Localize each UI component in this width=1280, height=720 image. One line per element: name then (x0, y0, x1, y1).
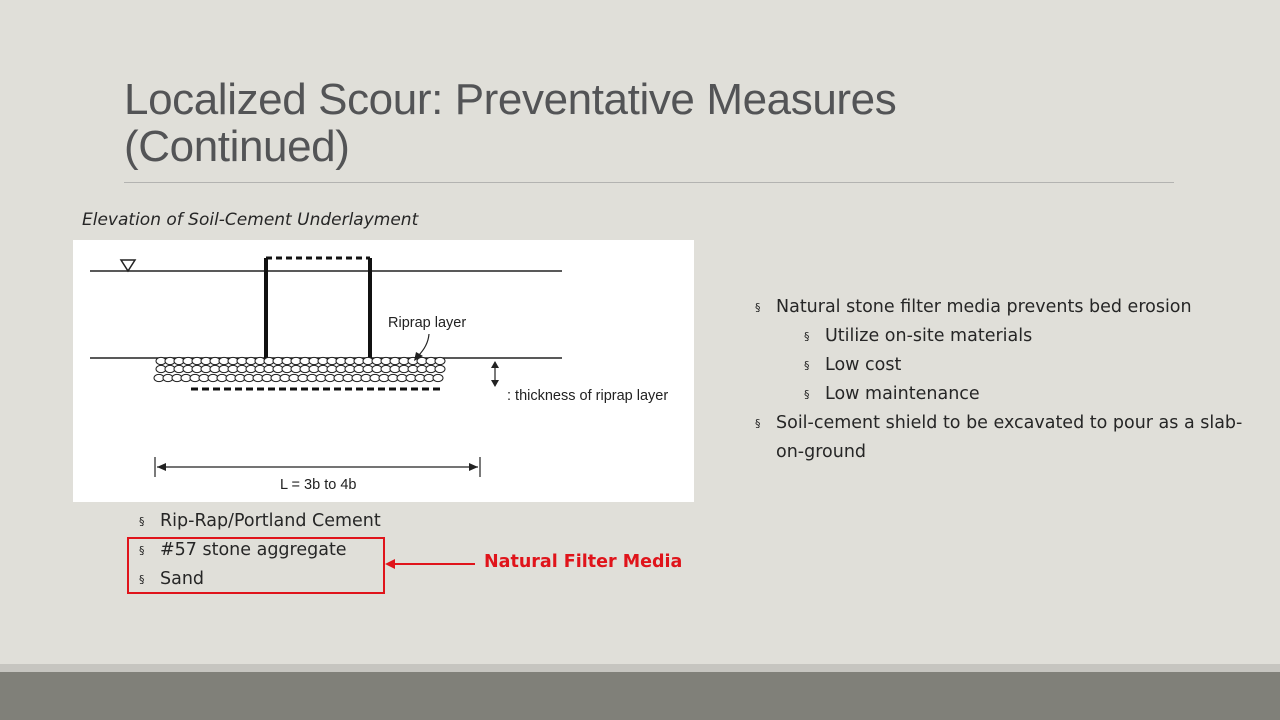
slide-title (124, 76, 1124, 170)
list-item: § Low maintenance (776, 380, 1246, 409)
bullet-icon: § (804, 388, 810, 401)
slide-title-line-2: (Continued) (124, 122, 350, 171)
title-divider (124, 182, 1174, 183)
bullet-icon: § (139, 515, 145, 528)
length-label: L = 3b to 4b (280, 477, 357, 493)
list-item: § Utilize on-site materials (776, 322, 1246, 351)
bullet-icon: § (139, 573, 145, 586)
bullet-icon: § (755, 301, 761, 314)
callout-arrow-icon (385, 557, 477, 571)
riprap-stone (433, 374, 443, 381)
list-item: § Low cost (776, 351, 1246, 380)
riprap-label: Riprap layer (388, 315, 467, 331)
elevation-diagram (73, 240, 694, 502)
list-item: § Sand (160, 565, 381, 594)
benefits-list (755, 293, 1246, 467)
length-arrow-left (157, 463, 166, 471)
list-item: § Soil-cement shield to be excavated to pour as a slab-on-ground (776, 409, 1246, 467)
length-arrow-right (469, 463, 478, 471)
thickness-arrow-down (491, 380, 499, 387)
bullet-icon: § (804, 359, 810, 372)
footer-band-dark (0, 672, 1280, 720)
list-item: § Rip-Rap/Portland Cement (160, 507, 381, 536)
bullet-icon: § (755, 417, 761, 430)
footer-band-light (0, 664, 1280, 672)
natural-filter-media-label: Natural Filter Media (484, 552, 683, 572)
list-item: § #57 stone aggregate (160, 536, 381, 565)
water-surface-icon (121, 260, 135, 271)
riprap-stone (435, 357, 445, 364)
bullet-icon: § (804, 330, 810, 343)
list-item: § Natural stone filter media prevents bed erosion (776, 293, 1246, 322)
riprap-stones (154, 357, 445, 381)
figure-caption: Elevation of Soil-Cement Underlayment (82, 210, 419, 230)
thickness-arrow-up (491, 361, 499, 368)
slide-title-line-1: Localized Scour: Preventative Measures (124, 75, 897, 124)
riprap-stone (435, 365, 445, 372)
bullet-icon: § (139, 544, 145, 557)
natural-filter-highlight-box (127, 537, 385, 594)
riprap-leader (418, 334, 429, 356)
soil-cement-elevation-figure (73, 240, 694, 502)
thickness-label: : thickness of riprap layer (507, 388, 669, 404)
